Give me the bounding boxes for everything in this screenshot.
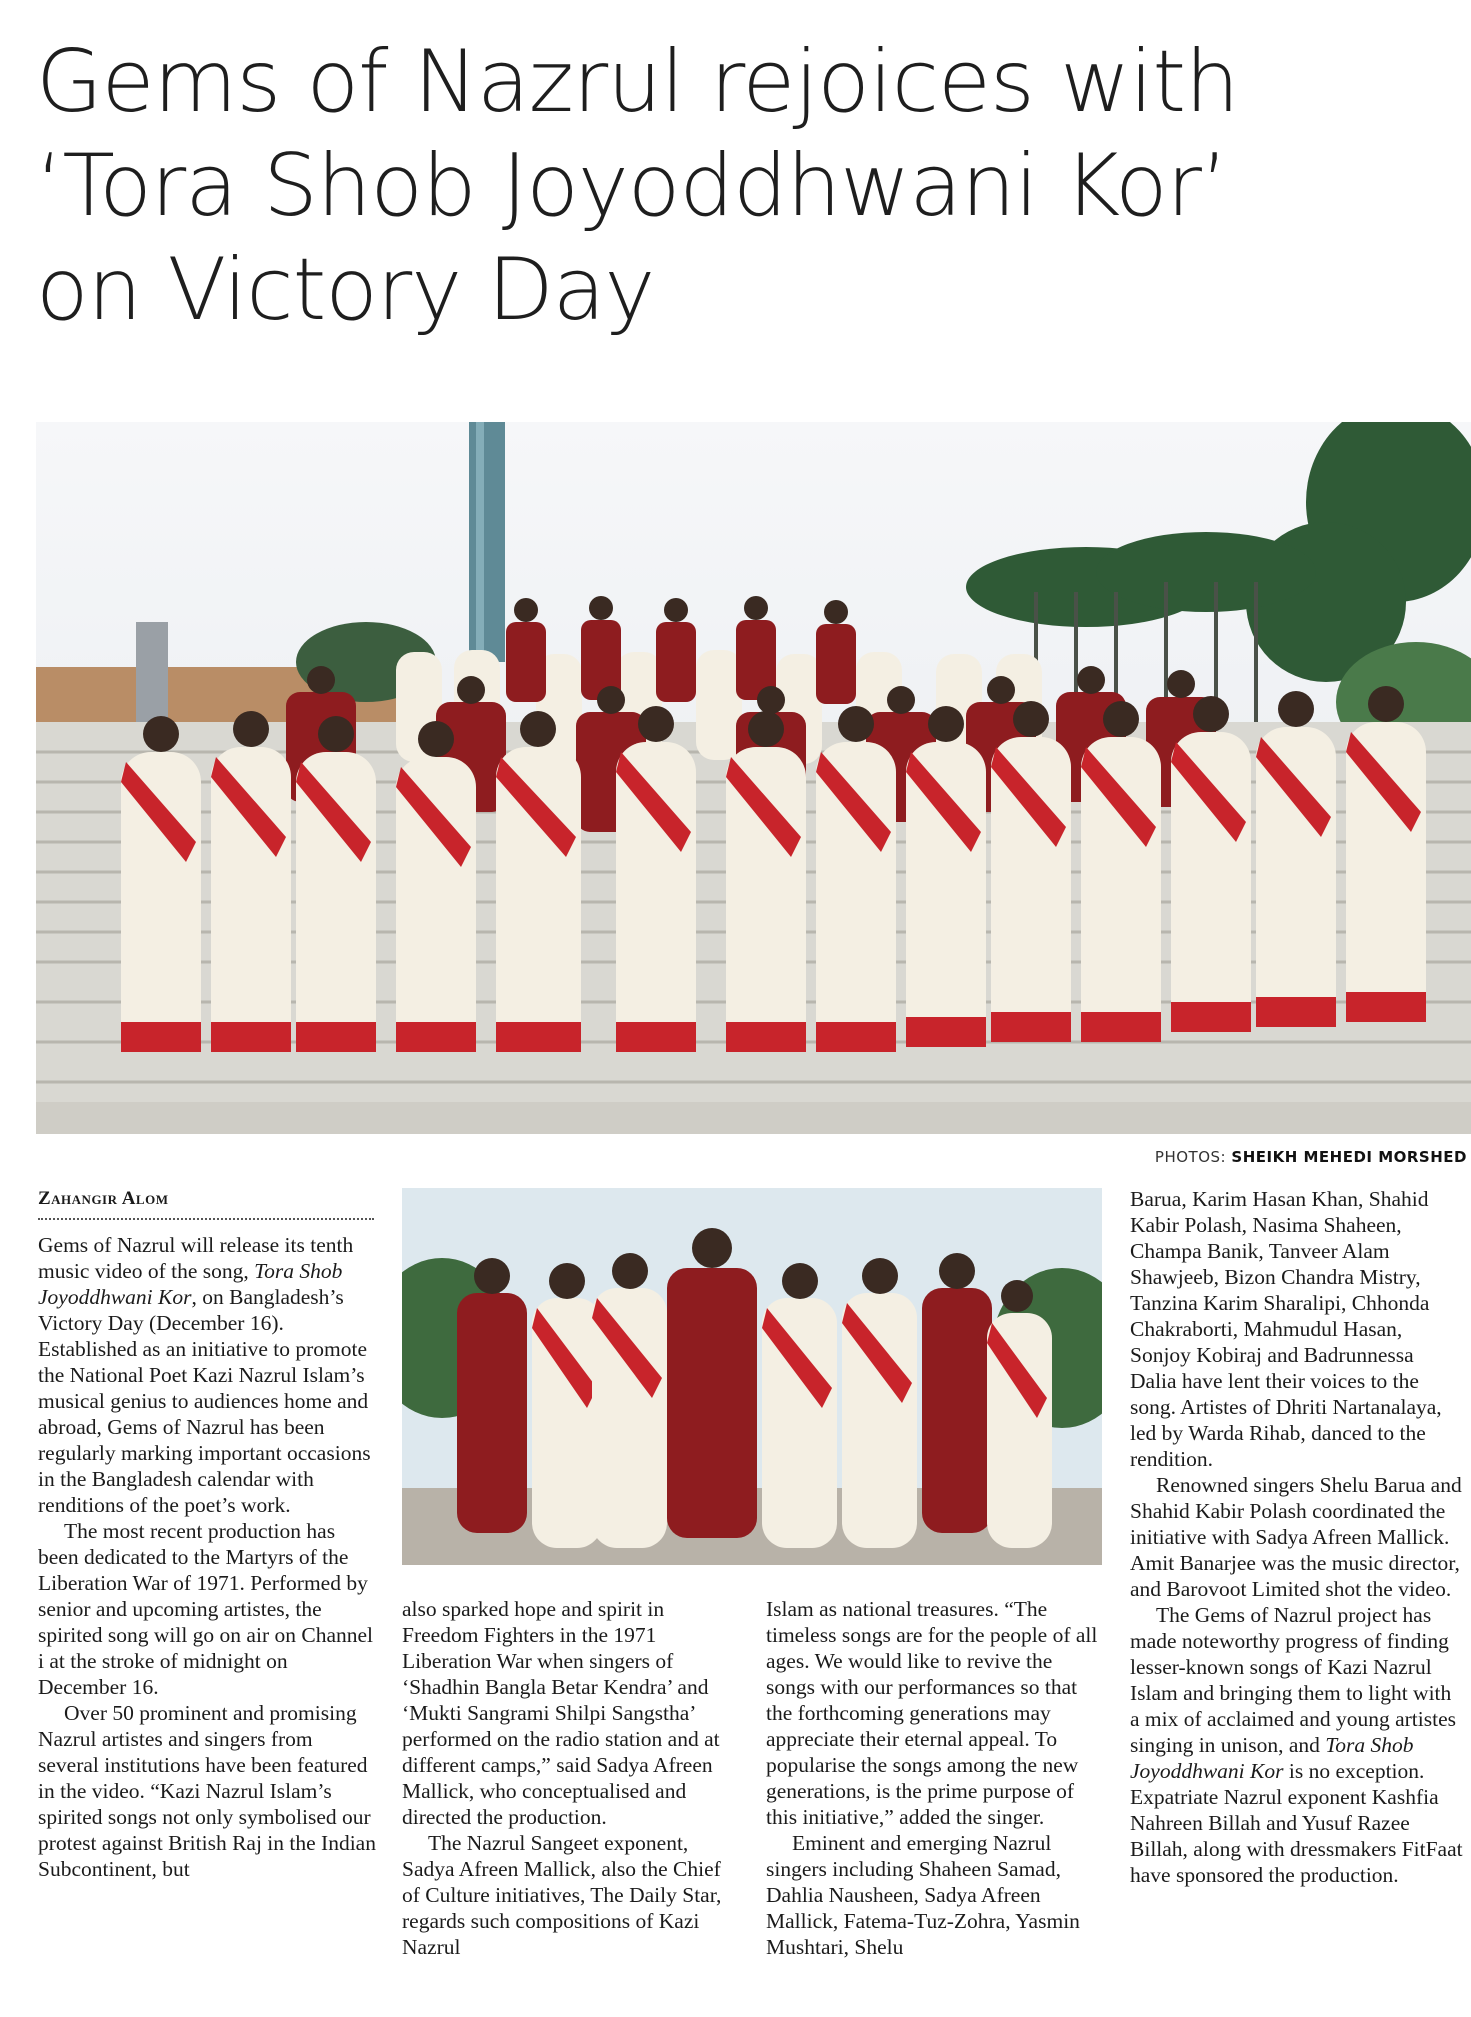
- article-column-3: [766, 1596, 1106, 1960]
- headline-line-1: Gems of Nazrul rejoices with: [36, 32, 1239, 132]
- photo-credit-label: PHOTOS:: [1154, 1148, 1227, 1166]
- article-column-1: [38, 1232, 378, 1882]
- text: Gems of Nazrul will release its tenth music video of the song,: [38, 1233, 354, 1283]
- singers-photo-illustration: [402, 1188, 1102, 1565]
- paragraph: The most recent production has been dedicated to the Martyrs of the Liberation War of 1971. Performed by senior and upcoming artistes, the spirited song will go on air on Channel i at the stroke of midnight on December 16.: [38, 1519, 374, 1699]
- article-column-2: [402, 1596, 742, 1960]
- headline-line-2: ‘Tora Shob Joyoddhwani Kor’: [36, 136, 1228, 236]
- paragraph: also sparked hope and spirit in Freedom Fighters in the 1971 Liberation War when singers of ‘Shadhin Bangla Betar Kendra’ and ‘Mukti Sangrami Shilpi Sangstha’ performed on the radio station and at different camps,” said Sadya Afreen Mallick, who conceptualised and directed the production.: [402, 1597, 720, 1829]
- text: The Gems of Nazrul project has made noteworthy progress of finding lesser-known songs of Kazi Nazrul Islam and bringing them to light with a mix of acclaimed and young artistes singing in unison, and: [1130, 1603, 1456, 1757]
- paragraph: [38, 1232, 378, 1518]
- paragraph: Renowned singers Shelu Barua and Shahid Kabir Polash coordinated the initiative with Sadya Afreen Mallick. Amit Banarjee was the music director, and Barovoot Limited shot the video.: [1130, 1473, 1462, 1601]
- paragraph: Eminent and emerging Nazrul singers including Shaheen Samad, Dahlia Nausheen, Sadya Afreen Mallick, Fatema-Tuz-Zohra, Yasmin Mushtari, Shelu: [766, 1831, 1080, 1959]
- paragraph: The Nazrul Sangeet exponent, Sadya Afreen Mallick, also the Chief of Culture initiatives, The Daily Star, regards such compositions of Kazi Nazrul: [402, 1831, 722, 1959]
- paragraph: [1130, 1602, 1465, 1888]
- choir-photo-illustration: [36, 422, 1471, 1134]
- inset-photo-singers: [402, 1188, 1102, 1565]
- paragraph: Islam as national treasures. “The timeless songs are for the people of all ages. We would like to revive the songs with our performances so that the forthcoming generations may appreciate their eternal appeal. To popularise the songs among the new generations, is the prime purpose of this initiative,” added the singer.: [766, 1597, 1098, 1829]
- photo-credit: [1155, 1148, 1467, 1166]
- paragraph: Barua, Karim Hasan Khan, Shahid Kabir Polash, Nasima Shaheen, Champa Banik, Tanveer Alam Shawjeeb, Bizon Chandra Mistry, Tanzina Karim Sharalipi, Chhonda Chakraborti, Mahmudul Hasan, Sonjoy Kobiraj and Badrunnessa Dalia have lent their voices to the song. Artistes of Dhriti Nartanalaya, led by Warda Rihab, danced to the rendition.: [1130, 1187, 1442, 1471]
- photo-credit-name: SHEIKH MEHEDI MORSHED: [1231, 1148, 1467, 1166]
- headline: [36, 30, 1436, 342]
- article-column-4: [1130, 1186, 1465, 1888]
- song-title: Tora Shob Joyoddhwani Kor: [38, 1259, 343, 1309]
- main-photo-choir: [36, 422, 1471, 1134]
- byline: Zahangir Alom: [38, 1188, 374, 1220]
- text: , on Bangladesh’s Victory Day (December 16). Established as an initiative to promote the National Poet Kazi Nazrul Islam’s musical genius to audiences home and abroad, Gems of Nazrul has been regularly marking important occasions in the Bangladesh calendar with renditions of the poet’s work.: [38, 1285, 371, 1517]
- text: is no exception. Expatriate Nazrul exponent Kashfia Nahreen Billah and Yusuf Razee Billah, along with dressmakers FitFaat have sponsored the production.: [1130, 1759, 1463, 1887]
- paragraph: Over 50 prominent and promising Nazrul artistes and singers from several institutions have been featured in the video. “Kazi Nazrul Islam’s spirited songs not only symbolised our protest against British Raj in the Indian Subcontinent, but: [38, 1701, 376, 1881]
- headline-line-3: on Victory Day: [36, 240, 655, 340]
- song-title: Tora Shob Joyoddhwani Kor: [1130, 1733, 1414, 1783]
